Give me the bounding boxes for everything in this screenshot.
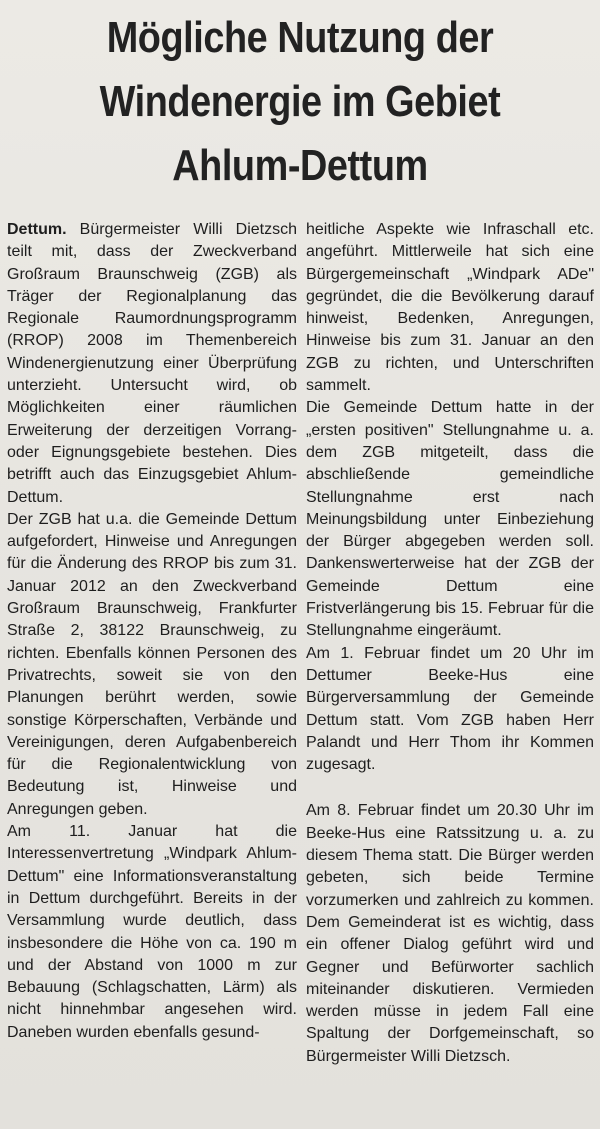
paragraph bbox=[7, 219, 297, 509]
paragraph: Am 11. Januar hat die Interessenvertretung „Windpark Ahlum-Dettum" eine Informationsveranstaltung in Dettum durchgeführt. Bereits in der Versammlung wurde deutlich, dass insbesondere die Höhe von ca. 190 m und der Abstand von 1000 m zur Bebauung (Schlagschatten, Lärm) als nicht hinnehmbar angesehen wird. Daneben wurden ebenfalls gesund- bbox=[7, 823, 297, 1041]
paragraph: Am 8. Februar findet um 20.30 Uhr im Beeke-Hus eine Ratssitzung u. a. zu diesem Thema statt. Die Bürger werden gebeten, sich beide Termine vorzumerken und zahlreich zu kommen. Dem Gemeinderat ist es wichtig, dass ein offener Dialog geführt wird und Gegner und Befürworter sachlich miteinander diskutieren. Vermieden werden müsse in jedem Fall eine Spaltung der Dorfgemeinschaft, so Bürgermeister Willi Dietzsch. bbox=[306, 802, 594, 1065]
headline-line-3: Ahlum-Dettum bbox=[172, 141, 428, 190]
paragraph-text: Bürgermeister Willi Dietzsch teilt mit, dass der Zweckverband Großraum Braunschweig (ZGB) als Träger der Regionalplanung das Regionale Raumordnungsprogramm (RROP) 2008 im Themenbereich Windenergienutzung einer Überprüfung unterzieht. Untersucht wird, ob Möglichkeiten einer räumlichen Erweiterung der derzeitigen Vorrang- oder Eignungsgebiete bestehen. Dies betrifft auch das Einzugsgebiet Ahlum-Dettum. bbox=[7, 221, 297, 506]
headline-line-1: Mögliche Nutzung der bbox=[106, 13, 494, 62]
paragraph: heitliche Aspekte wie Infraschall etc. angeführt. Mittlerweile hat sich eine Bürgergemeinschaft „Windpark ADe" gegründet, die die Bevölkerung darauf hinweist, Bedenken, Anregungen, Hinweise bis zum 31. Januar an den ZGB zu richten, und Unterschriften sammelt. bbox=[306, 221, 594, 395]
dateline: Dettum. bbox=[7, 221, 67, 238]
headline bbox=[42, 6, 558, 198]
paragraph: Am 1. Februar findet um 20 Uhr im Dettumer Beeke-Hus eine Bürgerversammlung der Gemeinde Dettum statt. Vom ZGB haben Herr Palandt und Herr Thom ihr Kommen zugesagt. bbox=[306, 644, 594, 774]
paragraph: Die Gemeinde Dettum hatte in der „ersten positiven" Stellungnahme u. a. dem ZGB mitgeteilt, dass die abschließende gemeindliche Stellungnahme erst nach Meinungsbildung unter Einbeziehung der Bürger abgegeben werden soll. Dankenswerterweise hat der ZGB der Gemeinde Dettum eine Fristverlängerung bis 15. Februar für die Stellungnahme eingeräumt. bbox=[306, 399, 594, 640]
headline-line-2: Windenergie im Gebiet bbox=[99, 77, 501, 126]
article-column-left bbox=[7, 219, 297, 1044]
paragraph: Der ZGB hat u.a. die Gemeinde Dettum aufgefordert, Hinweise und Anregungen für die Änderung des RROP bis zum 31. Januar 2012 an den Zweckverband Großraum Braunschweig, Frankfurter Straße 2, 38122 Braunschweig, zu richten. Ebenfalls können Personen des Privatrechts, soweit sie von den Planungen berührt werden, sowie sonstige Körperschaften, Verbände und Vereinigungen, deren Aufgabenbereich für die Regionalentwicklung von Bedeutung ist, Hinweise und Anregungen geben. bbox=[7, 510, 297, 818]
article-column-right bbox=[306, 219, 594, 1068]
